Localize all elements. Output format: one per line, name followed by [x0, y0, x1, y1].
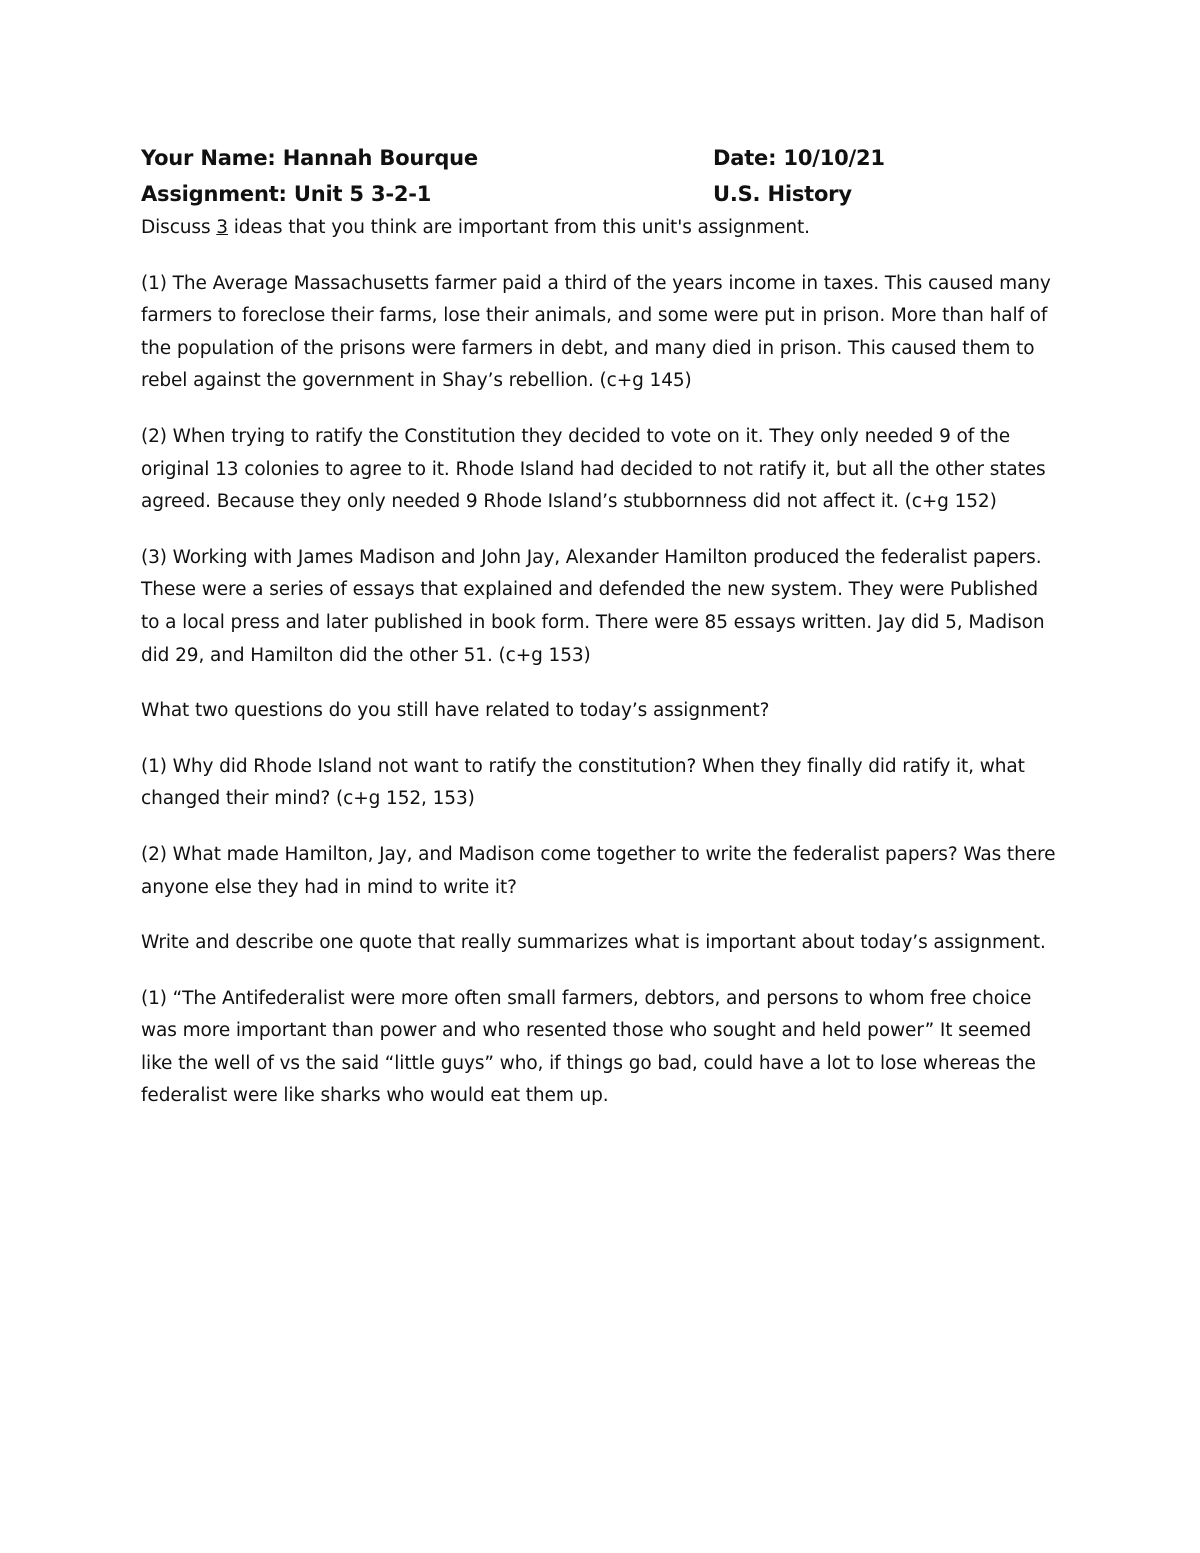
header-row-1 — [141, 140, 1061, 176]
section1-prompt — [141, 212, 1061, 245]
date-value: 10/10/21 — [783, 146, 885, 170]
question-1: (1) Why did Rhode Island not want to ratify the constitution? When they finally did ratify it, what changed their mind? (c+g 152, 153) — [141, 755, 1025, 810]
assignment-value: Unit 5 3-2-1 — [293, 182, 432, 206]
section1-prompt-number: 3 — [216, 217, 228, 238]
assignment — [141, 176, 713, 212]
course-name: U.S. History — [713, 182, 852, 206]
section1-prompt-after: ideas that you think are important from this unit's assignment. — [227, 217, 810, 238]
assignment-page — [141, 140, 1061, 1113]
header-row-2 — [141, 176, 1061, 212]
section1-prompt-before: Discuss — [141, 217, 217, 238]
question-2: (2) What made Hamilton, Jay, and Madison come together to write the federalist papers? Was there anyone else they had in mind to write it? — [141, 843, 1056, 898]
quote-1: (1) “The Antifederalist were more often small farmers, debtors, and persons to whom free choice was more important than power and who resented those who sought and held power” It seemed like the well of vs the said “little guys” who, if things go bad, could have a lot to lose whereas the federalist were like sharks who would eat them up. — [141, 987, 1036, 1107]
idea-2: (2) When trying to ratify the Constitution they decided to vote on it. They only needed 9 of the original 13 colonies to agree to it. Rhode Island had decided to not ratify it, but all the other states agreed. Because they only needed 9 Rhode Island’s stubbornness did not affect it. (c+g 152) — [141, 425, 1046, 513]
section2-prompt: What two questions do you still have related to today’s assignment? — [141, 700, 770, 722]
student-name — [141, 140, 713, 176]
section3-prompt: Write and describe one quote that really summarizes what is important about today’s assignment. — [141, 932, 1046, 954]
date-label: Date: — [713, 146, 777, 170]
name-label: Your Name: — [141, 146, 276, 170]
name-value: Hannah Bourque — [282, 146, 478, 170]
assignment-label: Assignment: — [141, 182, 287, 206]
idea-3: (3) Working with James Madison and John Jay, Alexander Hamilton produced the federalist papers. These were a series of essays that explained and defended the new system. They were Published to a local press and later published in book form. There were 85 essays written. Jay did 5, Madison did 29, and Hamilton did the other 51. (c+g 153) — [141, 546, 1045, 666]
idea-1: (1) The Average Massachusetts farmer paid a third of the years income in taxes. This caused many farmers to foreclose their farms, lose their animals, and some were put in prison. More than half of the population of the prisons were farmers in debt, and many died in prison. This caused them to rebel against the government in Shay’s rebellion. (c+g 145) — [141, 272, 1051, 392]
date — [713, 140, 1061, 176]
